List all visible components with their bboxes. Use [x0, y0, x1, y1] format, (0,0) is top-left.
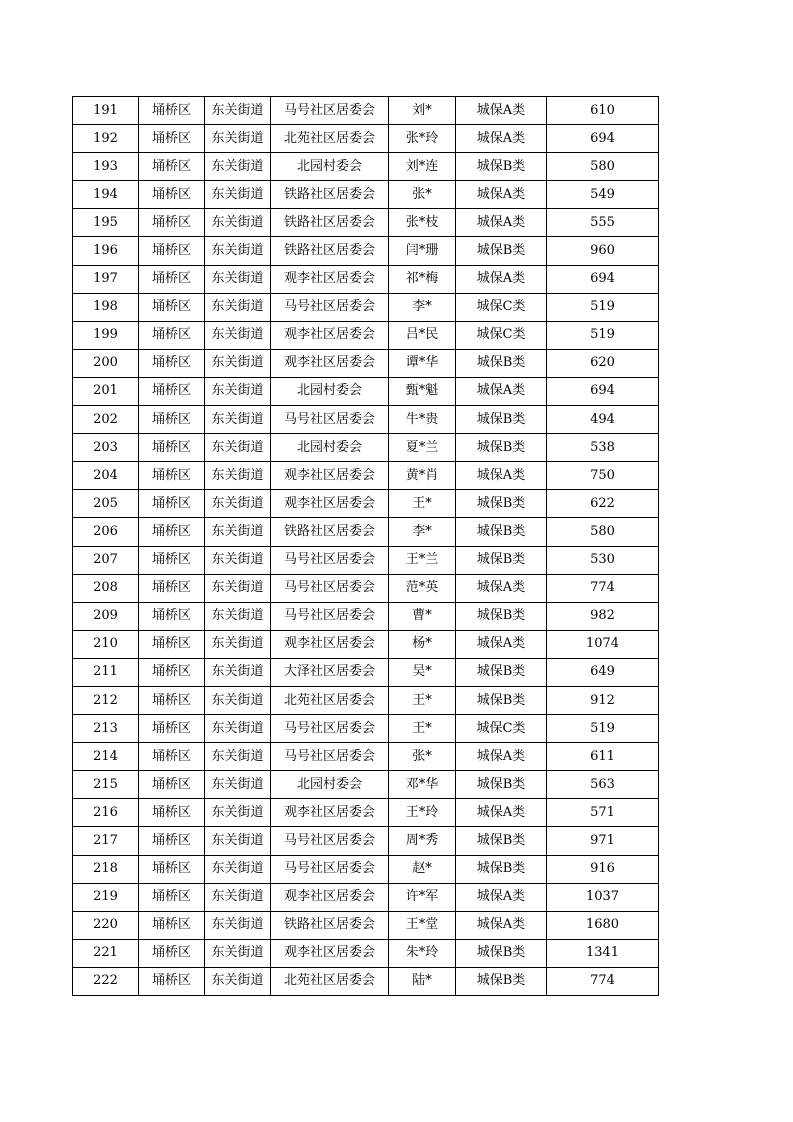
insurance-type-cell: 城保A类 — [456, 799, 547, 827]
community-cell: 观李社区居委会 — [271, 490, 389, 518]
row-number-cell: 210 — [73, 630, 139, 658]
insurance-type-cell: 城保B类 — [456, 406, 547, 434]
name-cell: 刘* — [389, 97, 456, 125]
row-number-cell: 192 — [73, 125, 139, 153]
district-cell: 埇桥区 — [139, 715, 205, 743]
name-cell: 张* — [389, 181, 456, 209]
row-number-cell: 196 — [73, 237, 139, 265]
community-cell: 观李社区居委会 — [271, 883, 389, 911]
street-cell: 东关街道 — [205, 518, 271, 546]
insurance-type-cell: 城保B类 — [456, 602, 547, 630]
table-row — [73, 237, 659, 265]
amount-cell: 912 — [547, 686, 659, 714]
row-number-cell: 219 — [73, 883, 139, 911]
street-cell: 东关街道 — [205, 462, 271, 490]
row-number-cell: 200 — [73, 349, 139, 377]
name-cell: 邓*华 — [389, 771, 456, 799]
table-row — [73, 518, 659, 546]
amount-cell: 960 — [547, 237, 659, 265]
community-cell: 观李社区居委会 — [271, 265, 389, 293]
insurance-type-cell: 城保A类 — [456, 97, 547, 125]
district-cell: 埇桥区 — [139, 293, 205, 321]
table-row — [73, 658, 659, 686]
street-cell: 东关街道 — [205, 153, 271, 181]
community-cell: 北苑社区居委会 — [271, 967, 389, 995]
amount-cell: 530 — [547, 546, 659, 574]
community-cell: 观李社区居委会 — [271, 462, 389, 490]
table-row — [73, 406, 659, 434]
row-number-cell: 218 — [73, 855, 139, 883]
row-number-cell: 206 — [73, 518, 139, 546]
community-cell: 马号社区居委会 — [271, 855, 389, 883]
name-cell: 甄*魁 — [389, 377, 456, 405]
insurance-type-cell: 城保A类 — [456, 574, 547, 602]
street-cell: 东关街道 — [205, 743, 271, 771]
street-cell: 东关街道 — [205, 799, 271, 827]
row-number-cell: 216 — [73, 799, 139, 827]
table-row — [73, 153, 659, 181]
amount-cell: 620 — [547, 349, 659, 377]
row-number-cell: 202 — [73, 406, 139, 434]
amount-cell: 538 — [547, 434, 659, 462]
insurance-type-cell: 城保A类 — [456, 883, 547, 911]
row-number-cell: 217 — [73, 827, 139, 855]
amount-cell: 580 — [547, 518, 659, 546]
row-number-cell: 214 — [73, 743, 139, 771]
row-number-cell: 203 — [73, 434, 139, 462]
row-number-cell: 208 — [73, 574, 139, 602]
district-cell: 埇桥区 — [139, 377, 205, 405]
amount-cell: 494 — [547, 406, 659, 434]
row-number-cell: 194 — [73, 181, 139, 209]
name-cell: 李* — [389, 293, 456, 321]
street-cell: 东关街道 — [205, 715, 271, 743]
table-row — [73, 490, 659, 518]
community-cell: 马号社区居委会 — [271, 743, 389, 771]
community-cell: 观李社区居委会 — [271, 321, 389, 349]
row-number-cell: 221 — [73, 939, 139, 967]
row-number-cell: 209 — [73, 602, 139, 630]
insurance-type-cell: 城保A类 — [456, 462, 547, 490]
row-number-cell: 191 — [73, 97, 139, 125]
name-cell: 王* — [389, 686, 456, 714]
table-row — [73, 125, 659, 153]
insurance-type-cell: 城保B类 — [456, 153, 547, 181]
street-cell: 东关街道 — [205, 686, 271, 714]
amount-cell: 519 — [547, 321, 659, 349]
name-cell: 谭*华 — [389, 349, 456, 377]
amount-cell: 563 — [547, 771, 659, 799]
row-number-cell: 215 — [73, 771, 139, 799]
street-cell: 东关街道 — [205, 237, 271, 265]
insurance-type-cell: 城保C类 — [456, 715, 547, 743]
amount-cell: 622 — [547, 490, 659, 518]
street-cell: 东关街道 — [205, 911, 271, 939]
community-cell: 马号社区居委会 — [271, 406, 389, 434]
name-cell: 张*玲 — [389, 125, 456, 153]
row-number-cell: 199 — [73, 321, 139, 349]
street-cell: 东关街道 — [205, 209, 271, 237]
community-cell: 马号社区居委会 — [271, 293, 389, 321]
community-cell: 北园村委会 — [271, 153, 389, 181]
table-row — [73, 715, 659, 743]
name-cell: 黄*肖 — [389, 462, 456, 490]
street-cell: 东关街道 — [205, 771, 271, 799]
name-cell: 闫*珊 — [389, 237, 456, 265]
name-cell: 祁*梅 — [389, 265, 456, 293]
amount-cell: 1341 — [547, 939, 659, 967]
table-row — [73, 97, 659, 125]
district-cell: 埇桥区 — [139, 658, 205, 686]
insurance-type-cell: 城保B类 — [456, 434, 547, 462]
table-row — [73, 434, 659, 462]
insurance-type-cell: 城保B类 — [456, 939, 547, 967]
community-cell: 北园村委会 — [271, 434, 389, 462]
insurance-type-cell: 城保A类 — [456, 265, 547, 293]
row-number-cell: 220 — [73, 911, 139, 939]
community-cell: 铁路社区居委会 — [271, 911, 389, 939]
table-row — [73, 462, 659, 490]
amount-cell: 649 — [547, 658, 659, 686]
recipient-table — [72, 96, 659, 996]
district-cell: 埇桥区 — [139, 97, 205, 125]
table-row — [73, 855, 659, 883]
community-cell: 铁路社区居委会 — [271, 237, 389, 265]
community-cell: 观李社区居委会 — [271, 630, 389, 658]
community-cell: 大泽社区居委会 — [271, 658, 389, 686]
table-row — [73, 743, 659, 771]
community-cell: 铁路社区居委会 — [271, 181, 389, 209]
community-cell: 马号社区居委会 — [271, 827, 389, 855]
amount-cell: 519 — [547, 715, 659, 743]
table-row — [73, 939, 659, 967]
district-cell: 埇桥区 — [139, 771, 205, 799]
row-number-cell: 213 — [73, 715, 139, 743]
insurance-type-cell: 城保B类 — [456, 490, 547, 518]
table-row — [73, 686, 659, 714]
amount-cell: 982 — [547, 602, 659, 630]
street-cell: 东关街道 — [205, 967, 271, 995]
table-row — [73, 883, 659, 911]
community-cell: 北苑社区居委会 — [271, 125, 389, 153]
name-cell: 王*兰 — [389, 546, 456, 574]
table-row — [73, 827, 659, 855]
community-cell: 北苑社区居委会 — [271, 686, 389, 714]
insurance-type-cell: 城保A类 — [456, 209, 547, 237]
insurance-type-cell: 城保B类 — [456, 349, 547, 377]
table-row — [73, 377, 659, 405]
insurance-type-cell: 城保B类 — [456, 686, 547, 714]
community-cell: 观李社区居委会 — [271, 939, 389, 967]
name-cell: 范*英 — [389, 574, 456, 602]
street-cell: 东关街道 — [205, 939, 271, 967]
amount-cell: 519 — [547, 293, 659, 321]
district-cell: 埇桥区 — [139, 574, 205, 602]
street-cell: 东关街道 — [205, 125, 271, 153]
street-cell: 东关街道 — [205, 181, 271, 209]
district-cell: 埇桥区 — [139, 321, 205, 349]
amount-cell: 971 — [547, 827, 659, 855]
insurance-type-cell: 城保B类 — [456, 237, 547, 265]
street-cell: 东关街道 — [205, 574, 271, 602]
amount-cell: 694 — [547, 377, 659, 405]
street-cell: 东关街道 — [205, 630, 271, 658]
table-row — [73, 799, 659, 827]
table-row — [73, 293, 659, 321]
street-cell: 东关街道 — [205, 349, 271, 377]
table-body — [73, 97, 659, 996]
district-cell: 埇桥区 — [139, 799, 205, 827]
district-cell: 埇桥区 — [139, 125, 205, 153]
street-cell: 东关街道 — [205, 827, 271, 855]
district-cell: 埇桥区 — [139, 490, 205, 518]
district-cell: 埇桥区 — [139, 686, 205, 714]
community-cell: 北园村委会 — [271, 377, 389, 405]
name-cell: 夏*兰 — [389, 434, 456, 462]
community-cell: 北园村委会 — [271, 771, 389, 799]
name-cell: 牛*贵 — [389, 406, 456, 434]
community-cell: 铁路社区居委会 — [271, 209, 389, 237]
community-cell: 马号社区居委会 — [271, 715, 389, 743]
street-cell: 东关街道 — [205, 490, 271, 518]
row-number-cell: 204 — [73, 462, 139, 490]
name-cell: 王* — [389, 490, 456, 518]
row-number-cell: 222 — [73, 967, 139, 995]
insurance-type-cell: 城保C类 — [456, 293, 547, 321]
row-number-cell: 211 — [73, 658, 139, 686]
name-cell: 张* — [389, 743, 456, 771]
table-row — [73, 630, 659, 658]
name-cell: 吴* — [389, 658, 456, 686]
district-cell: 埇桥区 — [139, 153, 205, 181]
insurance-type-cell: 城保A类 — [456, 181, 547, 209]
insurance-type-cell: 城保B类 — [456, 967, 547, 995]
row-number-cell: 195 — [73, 209, 139, 237]
district-cell: 埇桥区 — [139, 967, 205, 995]
amount-cell: 1074 — [547, 630, 659, 658]
amount-cell: 580 — [547, 153, 659, 181]
street-cell: 东关街道 — [205, 883, 271, 911]
insurance-type-cell: 城保B类 — [456, 518, 547, 546]
table-row — [73, 181, 659, 209]
table-row — [73, 265, 659, 293]
name-cell: 陆* — [389, 967, 456, 995]
street-cell: 东关街道 — [205, 321, 271, 349]
district-cell: 埇桥区 — [139, 209, 205, 237]
amount-cell: 750 — [547, 462, 659, 490]
community-cell: 马号社区居委会 — [271, 574, 389, 602]
row-number-cell: 207 — [73, 546, 139, 574]
row-number-cell: 193 — [73, 153, 139, 181]
insurance-type-cell: 城保B类 — [456, 771, 547, 799]
district-cell: 埇桥区 — [139, 939, 205, 967]
insurance-type-cell: 城保B类 — [456, 658, 547, 686]
community-cell: 马号社区居委会 — [271, 602, 389, 630]
insurance-type-cell: 城保A类 — [456, 630, 547, 658]
insurance-type-cell: 城保C类 — [456, 321, 547, 349]
district-cell: 埇桥区 — [139, 883, 205, 911]
insurance-type-cell: 城保A类 — [456, 743, 547, 771]
district-cell: 埇桥区 — [139, 518, 205, 546]
insurance-type-cell: 城保A类 — [456, 911, 547, 939]
district-cell: 埇桥区 — [139, 630, 205, 658]
street-cell: 东关街道 — [205, 658, 271, 686]
insurance-type-cell: 城保A类 — [456, 125, 547, 153]
name-cell: 李* — [389, 518, 456, 546]
district-cell: 埇桥区 — [139, 349, 205, 377]
amount-cell: 694 — [547, 125, 659, 153]
amount-cell: 916 — [547, 855, 659, 883]
district-cell: 埇桥区 — [139, 462, 205, 490]
community-cell: 马号社区居委会 — [271, 97, 389, 125]
district-cell: 埇桥区 — [139, 265, 205, 293]
insurance-type-cell: 城保B类 — [456, 546, 547, 574]
amount-cell: 611 — [547, 743, 659, 771]
name-cell: 吕*民 — [389, 321, 456, 349]
street-cell: 东关街道 — [205, 434, 271, 462]
district-cell: 埇桥区 — [139, 181, 205, 209]
community-cell: 观李社区居委会 — [271, 349, 389, 377]
community-cell: 铁路社区居委会 — [271, 518, 389, 546]
table-row — [73, 771, 659, 799]
street-cell: 东关街道 — [205, 546, 271, 574]
street-cell: 东关街道 — [205, 855, 271, 883]
amount-cell: 694 — [547, 265, 659, 293]
table-row — [73, 546, 659, 574]
table-row — [73, 574, 659, 602]
name-cell: 王* — [389, 715, 456, 743]
name-cell: 朱*玲 — [389, 939, 456, 967]
street-cell: 东关街道 — [205, 97, 271, 125]
amount-cell: 774 — [547, 967, 659, 995]
amount-cell: 555 — [547, 209, 659, 237]
table-row — [73, 967, 659, 995]
street-cell: 东关街道 — [205, 602, 271, 630]
name-cell: 曹* — [389, 602, 456, 630]
district-cell: 埇桥区 — [139, 546, 205, 574]
name-cell: 杨* — [389, 630, 456, 658]
row-number-cell: 212 — [73, 686, 139, 714]
district-cell: 埇桥区 — [139, 406, 205, 434]
amount-cell: 610 — [547, 97, 659, 125]
amount-cell: 1037 — [547, 883, 659, 911]
name-cell: 张*枝 — [389, 209, 456, 237]
row-number-cell: 205 — [73, 490, 139, 518]
insurance-type-cell: 城保B类 — [456, 855, 547, 883]
row-number-cell: 201 — [73, 377, 139, 405]
community-cell: 马号社区居委会 — [271, 546, 389, 574]
district-cell: 埇桥区 — [139, 237, 205, 265]
name-cell: 王*玲 — [389, 799, 456, 827]
insurance-type-cell: 城保B类 — [456, 827, 547, 855]
district-cell: 埇桥区 — [139, 827, 205, 855]
row-number-cell: 197 — [73, 265, 139, 293]
district-cell: 埇桥区 — [139, 434, 205, 462]
table-row — [73, 321, 659, 349]
table-row — [73, 602, 659, 630]
district-cell: 埇桥区 — [139, 911, 205, 939]
amount-cell: 774 — [547, 574, 659, 602]
name-cell: 刘*连 — [389, 153, 456, 181]
street-cell: 东关街道 — [205, 406, 271, 434]
table-row — [73, 209, 659, 237]
district-cell: 埇桥区 — [139, 855, 205, 883]
name-cell: 赵* — [389, 855, 456, 883]
community-cell: 观李社区居委会 — [271, 799, 389, 827]
street-cell: 东关街道 — [205, 293, 271, 321]
street-cell: 东关街道 — [205, 265, 271, 293]
insurance-type-cell: 城保A类 — [456, 377, 547, 405]
district-cell: 埇桥区 — [139, 743, 205, 771]
amount-cell: 549 — [547, 181, 659, 209]
row-number-cell: 198 — [73, 293, 139, 321]
street-cell: 东关街道 — [205, 377, 271, 405]
district-cell: 埇桥区 — [139, 602, 205, 630]
amount-cell: 1680 — [547, 911, 659, 939]
table-row — [73, 349, 659, 377]
name-cell: 许*军 — [389, 883, 456, 911]
name-cell: 周*秀 — [389, 827, 456, 855]
table-row — [73, 911, 659, 939]
name-cell: 王*堂 — [389, 911, 456, 939]
amount-cell: 571 — [547, 799, 659, 827]
